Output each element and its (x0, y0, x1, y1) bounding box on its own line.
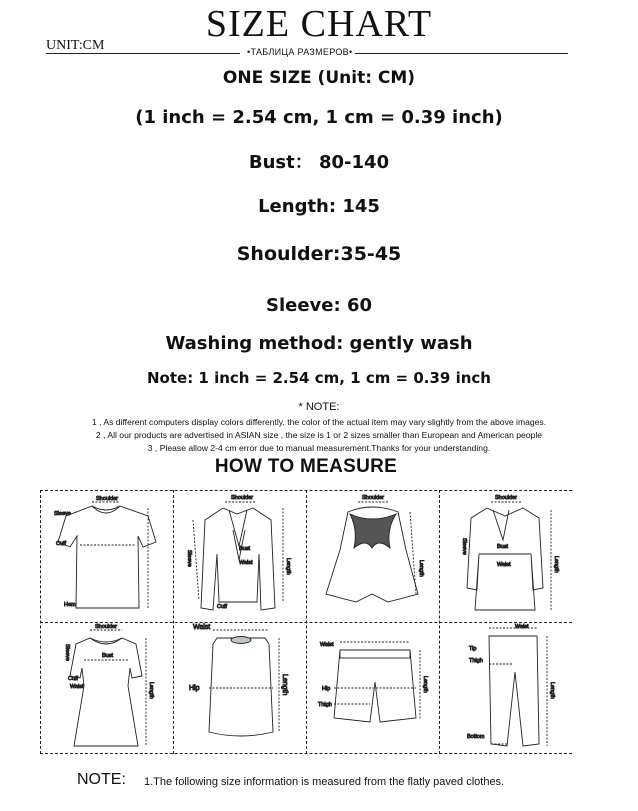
dress-figure (40, 622, 173, 754)
skirt-figure (173, 622, 306, 754)
label-dress-shoulder: Shoulder (95, 624, 118, 630)
label-blazer-shoulder: Shoulder (231, 495, 254, 501)
spec-length: Length: 145 (258, 196, 380, 217)
label-coat-sleeve: Sleeve (461, 538, 467, 555)
note-heading: * NOTE: (298, 401, 340, 413)
spec-washing: Washing method: gently wash (165, 333, 473, 354)
label-dress-length: Length (148, 682, 154, 699)
blazer-figure (173, 490, 306, 622)
coat-figure (439, 490, 572, 622)
label-shoulder: Shoulder (96, 496, 119, 502)
measure-grid (40, 490, 572, 754)
subtitle-bullet-right: • (348, 47, 353, 57)
spec-sleeve: Sleeve: 60 (265, 295, 372, 316)
page-title: SIZE CHART (205, 3, 433, 45)
label-blazer-cuff: Cuff (217, 604, 227, 610)
note-item-3: 3 , Please allow 2-4 cm error due to manual measurement.Thanks for your understanding. (147, 443, 491, 453)
note-item-1: 1 , As different computers display colors differently, the color of the actual item may vary slightly from the above images. (91, 417, 547, 427)
label-skirt-hip: Hip (189, 685, 200, 692)
label-coat-waist: Waist (497, 562, 511, 568)
trousers-figure (439, 622, 572, 754)
spec-shoulder: Shoulder:35-45 (236, 243, 402, 265)
label-hem: Hem (64, 602, 76, 608)
label-skirt-length: Length (281, 674, 288, 696)
note-item-2: 2 , All our products are advertised in ASIAN size , the size is 1 or 2 sizes smaller than European and American people (95, 430, 543, 440)
label-shorts-thigh: Thigh (318, 702, 332, 708)
label-shorts-hip: Hip (322, 686, 331, 692)
cape-figure (306, 490, 439, 622)
label-coat-shoulder: Shoulder (495, 495, 518, 501)
spec-conversion: (1 inch = 2.54 cm, 1 cm = 0.39 inch) (135, 107, 503, 128)
label-sleeve: Sleeve (54, 511, 71, 517)
label-dress-waist: Waist (70, 684, 84, 690)
spec-one-size: ONE SIZE (Unit: CM) (222, 68, 416, 88)
label-dress-bust: Bust (102, 653, 114, 659)
label-dress-cuff: Cuff (68, 676, 78, 682)
label-coat-length: Length (553, 556, 559, 573)
label-blazer-bust: Bust (239, 546, 251, 552)
label-trousers-waist: Waist (515, 624, 529, 630)
label-shorts-length: Length (422, 676, 428, 693)
label-trousers-length: Length (549, 682, 555, 699)
subtitle-text: ТАБЛИЦА РАЗМЕРОВ (250, 47, 349, 57)
label-trousers-bottom: Bottom (467, 734, 485, 740)
label-cape-shoulder: Shoulder (362, 495, 385, 501)
label-shorts-waist: Waist (320, 642, 334, 648)
label-dress-sleeve: Sleeve (64, 644, 70, 661)
title-rule-left (46, 53, 240, 54)
tshirt-figure (40, 490, 173, 622)
spec-note: Note: 1 inch = 2.54 cm, 1 cm = 0.39 inch (147, 369, 491, 387)
subtitle (244, 47, 355, 57)
label-blazer-sleeve: Sleeve (186, 550, 192, 567)
shorts-figure (306, 622, 439, 754)
footer-note-text: 1.The following size information is measured from the flatly paved clothes. (144, 776, 505, 788)
footer-note-label: NOTE: (77, 771, 126, 788)
title-rule-right (354, 53, 568, 54)
spec-bust: Bust： 80-140 (248, 152, 390, 173)
label-blazer-length: Length (285, 558, 291, 575)
label-blazer-waist: Waist (239, 560, 253, 566)
label-trousers-tip: Tip (469, 646, 477, 652)
subtitle-bullet-left: • (247, 47, 251, 57)
label-cuff: Cuff (56, 541, 66, 547)
how-to-measure-title: HOW TO MEASURE (214, 456, 398, 477)
label-trousers-thigh: Thigh (469, 658, 483, 664)
unit-label: UNIT:CM (46, 38, 105, 53)
label-cape-length: Length (418, 560, 424, 577)
label-coat-bust: Bust (497, 544, 509, 550)
label-skirt-waist: Waist (193, 624, 211, 631)
